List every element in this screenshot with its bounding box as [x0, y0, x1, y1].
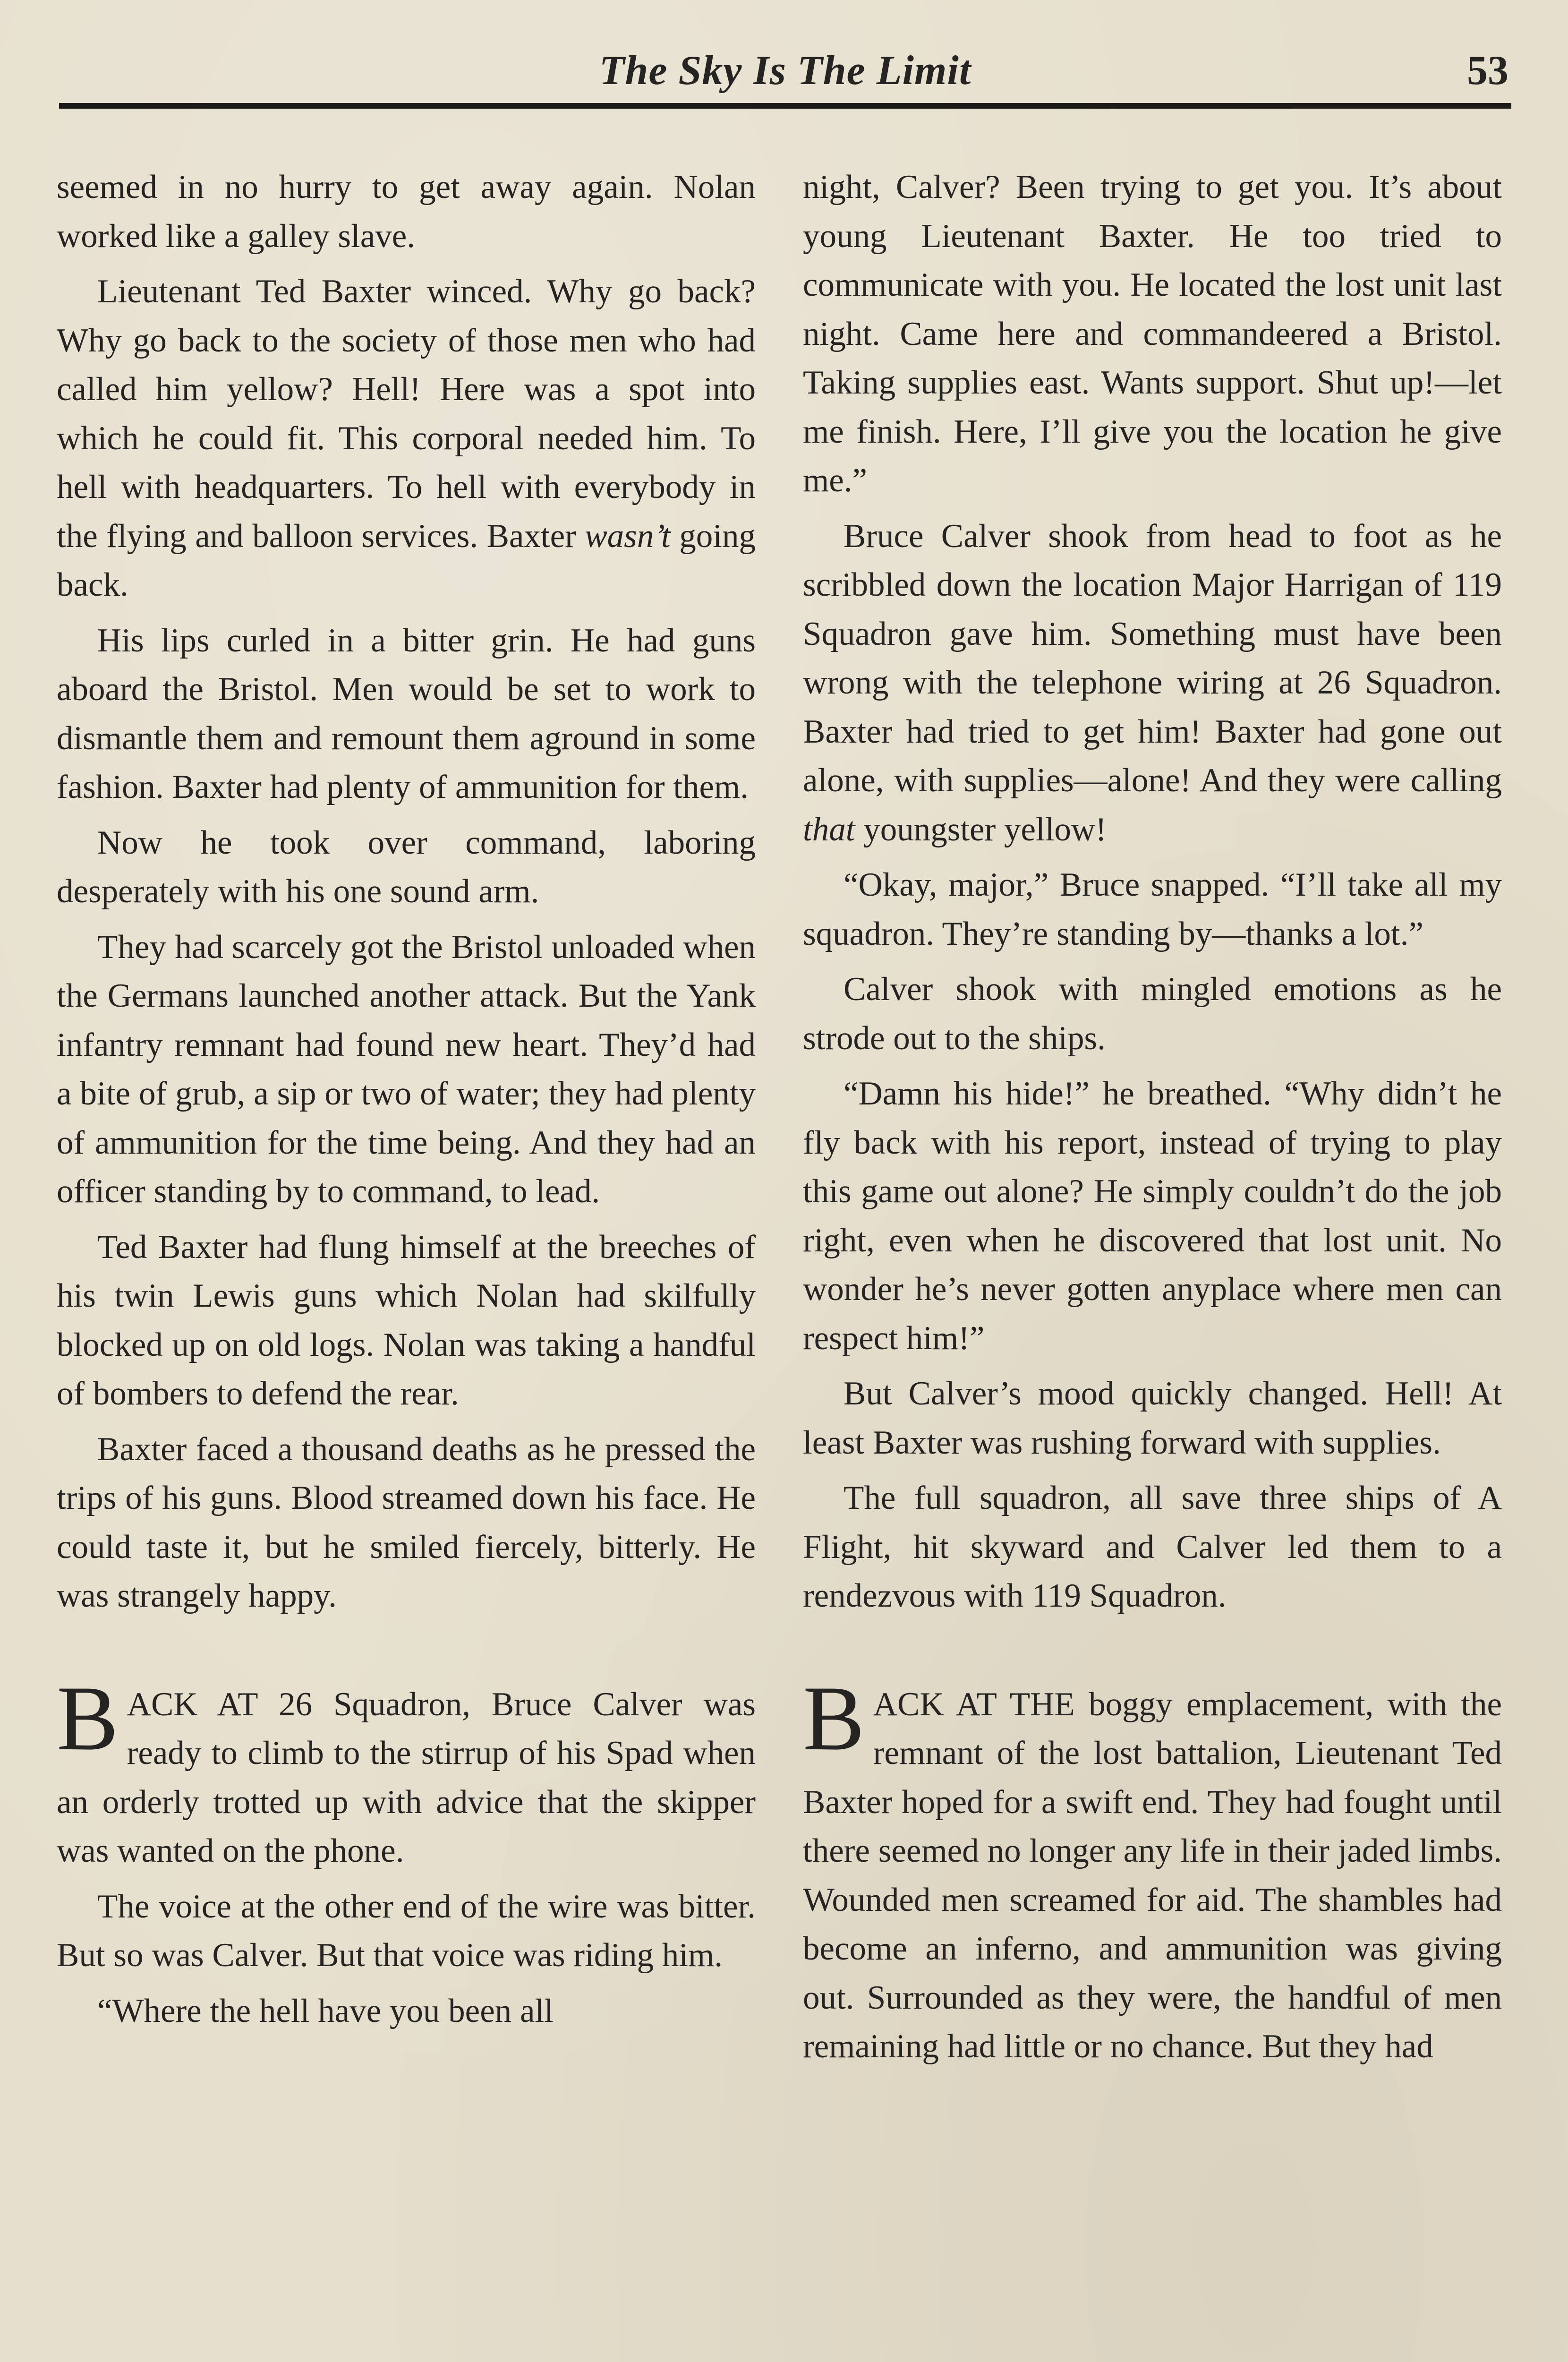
- paragraph: The full squadron, all save three ships of A Flight, hit skyward and Calver led them to a rendezvous with 119 Squadron.: [803, 1480, 1502, 1614]
- paragraph: seemed in no hurry to get away again. Nolan worked like a galley slave.: [57, 169, 756, 255]
- paragraph: Baxter faced a thousand deaths as he pressed the trips of his guns. Blood streamed down his face. He could taste it, but he smiled fiercely, bitterly. He was strangely happy.: [57, 1430, 756, 1614]
- paragraph-text: Lieutenant Ted Baxter winced. Why go back? Why go back to the society of those men who had called him yellow? Hell! Here was a spot into which he could fit. This corporal needed him. To hell with headquarters. To hell with everybody in the flying and balloon services. Baxter: [57, 273, 756, 555]
- paragraph: His lips curled in a bitter grin. He had guns aboard the Bristol. Men would be set to work to dismantle them and remount them aground in some fashion. Baxter had plenty of ammunition for them.: [57, 622, 756, 805]
- paragraph: Calver shook with mingled emotions as he strode out to the ships.: [803, 971, 1502, 1057]
- paragraph: They had scarcely got the Bristol unloaded when the Germans launched another attack. But the Yank infantry remnant had found new heart. They’d had a bite of grub, a sip or two of water; they had plenty of ammunition for the time being. And they had an officer standing by to command, to lead.: [57, 928, 756, 1210]
- running-title: The Sky Is The Limit: [599, 48, 971, 94]
- drop-cap: B: [803, 1667, 865, 1770]
- paragraph-text: youngster yellow!: [863, 811, 1107, 848]
- paragraph: “Okay, major,” Bruce snapped. “I’ll take all my squadron. They’re standing by—thanks a lot.”: [803, 866, 1502, 952]
- drop-cap: B: [57, 1667, 119, 1770]
- section-opening-paragraph: [803, 1667, 1502, 2071]
- paragraph-text: ACK AT THE boggy emplacement, with the remnant of the lost battalion, Lieutenant Ted Baxter hoped for a swift end. They had fought until there seemed no longer any life in their jaded limbs. Wounded men screamed for aid. The shambles had become an inferno, and ammunition was giving out. Surrounded as they were, the handful of men remaining had little or no chance. But they had: [803, 1686, 1502, 2065]
- paragraph: Now he took over command, laboring desperately with his one sound arm.: [57, 824, 756, 910]
- section-break: [57, 1627, 756, 1680]
- paragraph: “Where the hell have you been all: [97, 1992, 554, 2029]
- paragraph: night, Calver? Been trying to get you. It’s about young Lieutenant Baxter. He too tried to communicate with you. He located the lost unit last night. Came here and commandeered a Bristol. Taking supplies east. Wants support. Shut up!—let me finish. Here, I’ll give you the location he give me.”: [803, 169, 1502, 499]
- paragraph-text: going back.: [57, 517, 756, 603]
- page-number: 53: [1467, 48, 1508, 94]
- paragraph-text: Bruce Calver shook from head to foot as he scribbled down the location Major Harrigan of 119 Squadron gave him. Something must have been wrong with the telephone wiring at 26 Squadron. Baxter had tried to get him! Baxter had gone out alone, with supplies—alone! And they were calling: [803, 517, 1502, 799]
- header-rule: [59, 103, 1511, 109]
- left-column: [57, 163, 756, 2042]
- paragraph: But Calver’s mood quickly changed. Hell! At least Baxter was rushing forward with supplies.: [803, 1375, 1502, 1461]
- paragraph: [803, 512, 1502, 855]
- emphasis: that: [803, 811, 855, 848]
- paragraph: The voice at the other end of the wire was bitter. But so was Calver. But that voice was riding him.: [57, 1888, 756, 1974]
- paragraph: “Damn his hide!” he breathed. “Why didn’t he fly back with his report, instead of trying to play this game out alone? He simply couldn’t do the job right, even when he discovered that lost unit. No wonder he’s never gotten anyplace where men can respect him!”: [803, 1075, 1502, 1357]
- paragraph: Ted Baxter had flung himself at the breeches of his twin Lewis guns which Nolan had skilfully blocked up on old logs. Nolan was taking a handful of bombers to defend the rear.: [57, 1228, 756, 1412]
- emphasis: wasn’t: [585, 517, 671, 555]
- paragraph-text: ACK AT 26 Squadron, Bruce Calver was ready to climb to the stirrup of his Spad when an orderly trotted up with advice that the skipper was wanted on the phone.: [57, 1686, 756, 1869]
- right-column: [803, 163, 1502, 2078]
- section-opening-paragraph: [57, 1667, 756, 1876]
- paragraph: [57, 267, 756, 610]
- section-break: [803, 1627, 1502, 1680]
- page-header: [59, 45, 1511, 104]
